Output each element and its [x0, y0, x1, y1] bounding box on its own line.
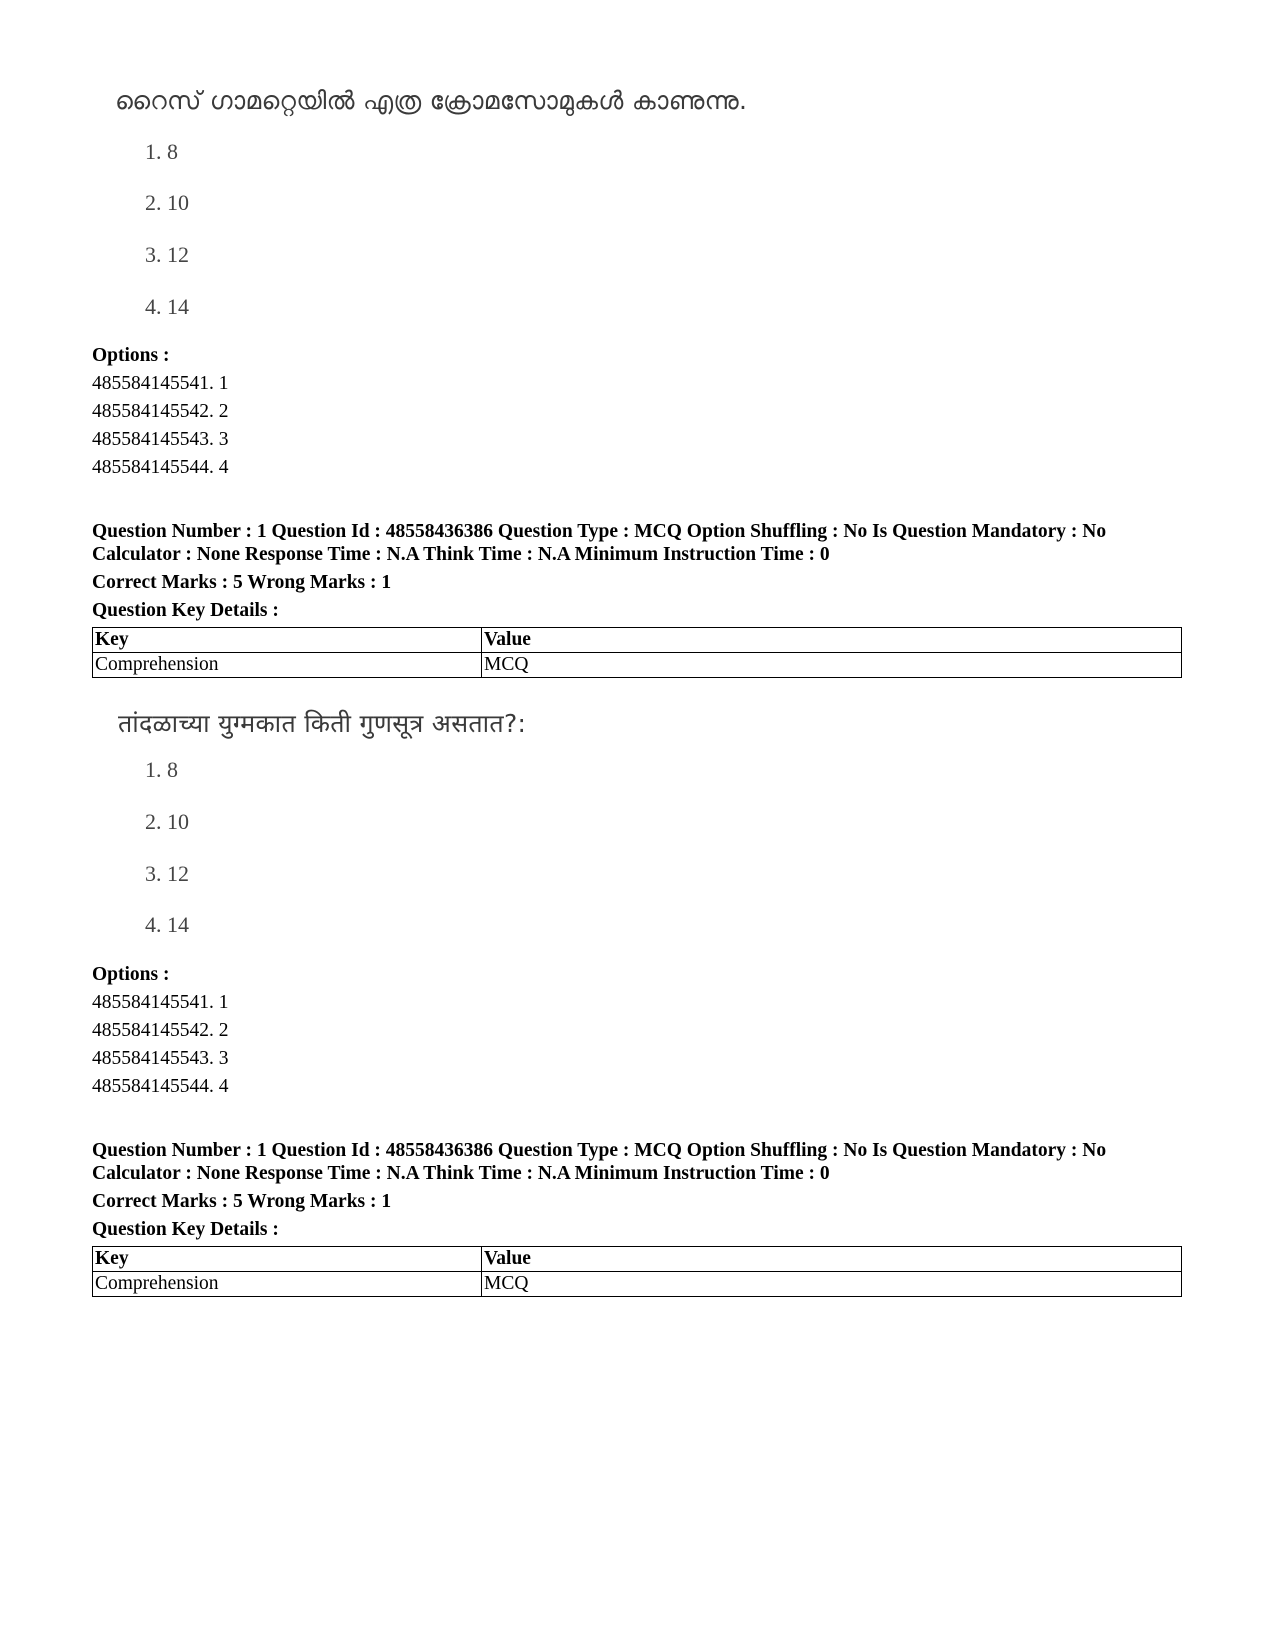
- question-text-image: റൈസ് ഗാമറ്റെയിൽ എത്ര ക്രോമസോമുകൾ കാണുന്നു.: [115, 86, 748, 115]
- table-cell-key: Comprehension: [93, 1272, 482, 1297]
- option-1: 485584145541. 1: [92, 992, 229, 1013]
- table-header-row: [93, 1247, 1182, 1272]
- choice-4: 4. 14: [145, 294, 189, 319]
- question-meta-line-2: Calculator : None Response Time : N.A Think Time : N.A Minimum Instruction Time : 0: [92, 544, 830, 565]
- options-label: Options :: [92, 964, 170, 985]
- key-details-label: Question Key Details :: [92, 600, 279, 621]
- option-2: 485584145542. 2: [92, 1020, 229, 1041]
- choice-1: 1. 8: [145, 139, 178, 164]
- choice-3: 3. 12: [145, 242, 189, 267]
- key-details-table: [92, 1246, 1182, 1297]
- table-header-key: Key: [93, 628, 482, 653]
- question-meta-line-1: Question Number : 1 Question Id : 48558436386 Question Type : MCQ Option Shuffling : No Is Question Mandatory : No: [92, 521, 1107, 542]
- marks-line: Correct Marks : 5 Wrong Marks : 1: [92, 572, 392, 593]
- choice-1: 1. 8: [145, 757, 178, 782]
- key-details-table: [92, 627, 1182, 678]
- options-label: Options :: [92, 345, 170, 366]
- option-4: 485584145544. 4: [92, 457, 229, 478]
- table-cell-value: MCQ: [482, 653, 1182, 678]
- table-header-value: Value: [482, 1247, 1182, 1272]
- table-cell-key: Comprehension: [93, 653, 482, 678]
- question-text-image: तांदळाच्या युग्मकात किती गुणसूत्र असतात?:: [118, 709, 527, 738]
- marks-line: Correct Marks : 5 Wrong Marks : 1: [92, 1191, 392, 1212]
- option-3: 485584145543. 3: [92, 1048, 229, 1069]
- option-4: 485584145544. 4: [92, 1076, 229, 1097]
- table-cell-value: MCQ: [482, 1272, 1182, 1297]
- key-details-label: Question Key Details :: [92, 1219, 279, 1240]
- choice-2: 2. 10: [145, 190, 189, 215]
- choice-3: 3. 12: [145, 861, 189, 886]
- option-3: 485584145543. 3: [92, 429, 229, 450]
- choice-4: 4. 14: [145, 912, 189, 937]
- table-row: [93, 653, 1182, 678]
- option-1: 485584145541. 1: [92, 373, 229, 394]
- question-meta-line-1: Question Number : 1 Question Id : 48558436386 Question Type : MCQ Option Shuffling : No Is Question Mandatory : No: [92, 1140, 1107, 1161]
- choice-2: 2. 10: [145, 809, 189, 834]
- table-header-key: Key: [93, 1247, 482, 1272]
- table-row: [93, 1272, 1182, 1297]
- table-header-value: Value: [482, 628, 1182, 653]
- question-meta-line-2: Calculator : None Response Time : N.A Think Time : N.A Minimum Instruction Time : 0: [92, 1163, 830, 1184]
- table-header-row: [93, 628, 1182, 653]
- option-2: 485584145542. 2: [92, 401, 229, 422]
